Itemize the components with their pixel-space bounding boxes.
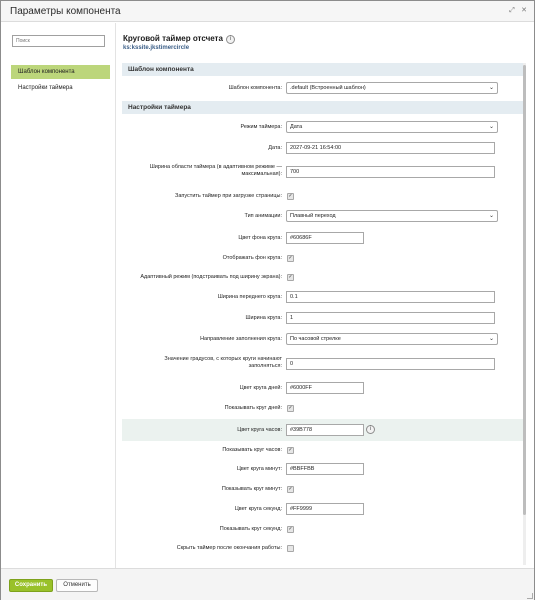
sidebar-item-timer-settings[interactable] xyxy=(11,81,110,95)
param-start-deg xyxy=(122,353,526,375)
component-code: ks:kssite.jkstimercircle xyxy=(123,45,190,51)
show-days-checkbox[interactable]: ✓ xyxy=(288,405,293,411)
show-hours-checkbox[interactable]: ✓ xyxy=(288,447,293,453)
component-title: Круговой таймер отсчета xyxy=(123,34,223,43)
sidebar-item-label: Шаблон компонента xyxy=(18,69,75,75)
param-mode xyxy=(122,119,526,135)
width-input[interactable] xyxy=(286,166,495,178)
param-label: Показывать круг дней: xyxy=(224,405,282,411)
info-icon[interactable]: i xyxy=(226,35,235,44)
param-label: Ширина переднего круга: xyxy=(217,294,282,300)
minutes-color-input[interactable] xyxy=(286,463,364,475)
anim-select[interactable]: Плавный переход ⌄ xyxy=(286,210,498,222)
param-label: Скрыть таймер после окончания работы: xyxy=(176,545,282,551)
scrollbar-thumb[interactable] xyxy=(523,65,526,515)
param-direction xyxy=(122,331,526,347)
cancel-button[interactable]: Отменить xyxy=(56,579,98,592)
front-width-input[interactable] xyxy=(286,291,495,303)
param-label: Цвет круга секунд: xyxy=(234,506,282,512)
param-adaptive xyxy=(122,270,526,284)
chevron-down-icon: ⌄ xyxy=(488,85,494,91)
param-label: Тип анимации: xyxy=(244,213,282,219)
date-input[interactable] xyxy=(286,142,495,154)
adaptive-checkbox[interactable]: ✓ xyxy=(288,274,293,280)
param-bg-color xyxy=(122,230,526,246)
hide-after-checkbox[interactable] xyxy=(287,545,294,552)
param-label: Цвет фона круга: xyxy=(238,235,282,241)
start-on-load-checkbox[interactable]: ✓ xyxy=(288,193,293,199)
param-label: Показывать круг секунд: xyxy=(219,526,282,532)
dialog-footer xyxy=(1,568,534,600)
param-show-bg xyxy=(122,251,526,265)
param-label: Показывать круг часов: xyxy=(222,447,282,453)
mode-select[interactable]: Дата ⌄ xyxy=(286,121,498,133)
param-show-seconds xyxy=(122,522,526,536)
params-form xyxy=(122,63,526,565)
days-color-input[interactable] xyxy=(286,382,364,394)
param-label: Шаблон компонента: xyxy=(228,85,282,91)
param-label: Показывать круг минут: xyxy=(221,486,282,492)
param-front-width xyxy=(122,289,526,305)
chevron-down-icon: ⌄ xyxy=(488,336,494,342)
template-select[interactable]: .default (Встроенный шаблон) ⌄ xyxy=(286,82,498,94)
param-label: Цвет круга дней: xyxy=(239,385,282,391)
window-title: Параметры компонента xyxy=(10,6,121,17)
close-icon[interactable]: ✕ xyxy=(521,7,527,14)
param-label: Дата: xyxy=(268,145,282,151)
param-hours-color xyxy=(122,419,526,441)
param-days-color xyxy=(122,380,526,396)
section-timer: Настройки таймера xyxy=(122,101,526,114)
hours-color-input[interactable] xyxy=(286,424,364,436)
param-label: Отображать фон круга: xyxy=(222,255,282,261)
show-bg-checkbox[interactable]: ✓ xyxy=(288,255,293,261)
titlebar[interactable] xyxy=(1,1,534,22)
sidebar xyxy=(1,23,116,568)
show-seconds-checkbox[interactable]: ✓ xyxy=(288,526,293,532)
circle-width-input[interactable] xyxy=(286,312,495,324)
param-show-minutes xyxy=(122,482,526,496)
param-label: Запустить таймер при загрузке страницы: xyxy=(175,193,282,199)
param-show-days xyxy=(122,401,526,415)
param-hide-after xyxy=(122,541,526,555)
param-circle-width xyxy=(122,310,526,326)
param-date xyxy=(122,140,526,156)
param-show-hours xyxy=(122,443,526,457)
direction-select[interactable]: По часовой стрелке ⌄ xyxy=(286,333,498,345)
param-start-on-load xyxy=(122,189,526,203)
save-button[interactable]: Сохранить xyxy=(9,579,53,592)
param-label: Цвет круга часов: xyxy=(237,427,282,433)
sidebar-item-label: Настройки таймера xyxy=(18,85,73,91)
expand-icon[interactable]: ⤢ xyxy=(509,7,515,14)
sidebar-item-template[interactable] xyxy=(11,65,110,79)
param-label: Ширина области таймера (в адаптивном режиме — максимальная): xyxy=(149,164,282,177)
main-panel xyxy=(117,23,534,568)
resize-handle[interactable] xyxy=(527,593,533,599)
param-anim xyxy=(122,208,526,224)
param-template xyxy=(122,80,526,96)
bg-color-input[interactable] xyxy=(286,232,364,244)
param-label: Ширина круга: xyxy=(245,315,282,321)
param-label: Направление заполнения круга: xyxy=(200,336,282,342)
seconds-color-input[interactable] xyxy=(286,503,364,515)
window-controls xyxy=(508,7,528,15)
chevron-down-icon: ⌄ xyxy=(488,213,494,219)
param-label: Адаптивный режим (подстраивать под ширину экрана): xyxy=(140,274,282,280)
start-deg-input[interactable] xyxy=(286,358,495,370)
show-minutes-checkbox[interactable]: ✓ xyxy=(288,486,293,492)
param-width xyxy=(122,161,526,183)
param-label: Значение градусов, с которых круги начинают заполняться: xyxy=(164,356,282,369)
param-seconds-color xyxy=(122,501,526,517)
param-label: Цвет круга минут: xyxy=(236,466,282,472)
search-input[interactable] xyxy=(12,35,105,47)
chevron-down-icon: ⌄ xyxy=(488,124,494,130)
param-minutes-color xyxy=(122,461,526,477)
param-label: Режим таймера: xyxy=(240,124,282,130)
info-icon[interactable]: i xyxy=(366,425,375,434)
section-template: Шаблон компонента xyxy=(122,63,526,76)
